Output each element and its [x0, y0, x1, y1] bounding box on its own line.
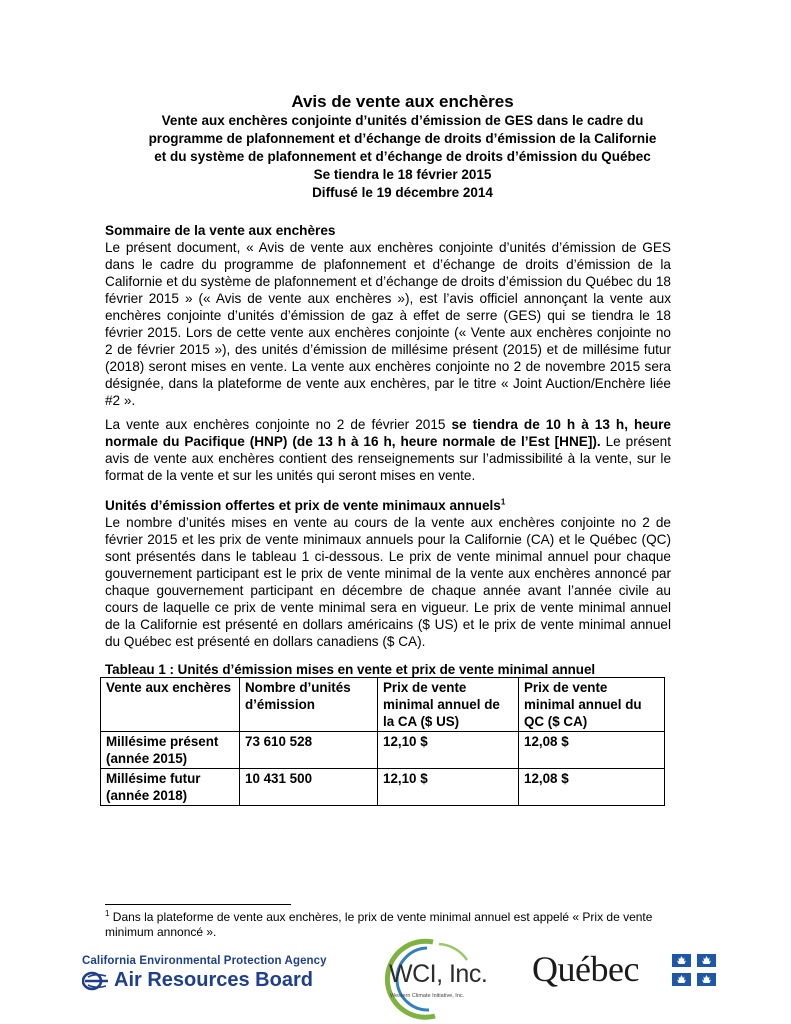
- table-cell: Millésime présent (année 2015): [101, 732, 240, 769]
- wci-subtitle-text: Western Climate Initiative, Inc.: [390, 993, 465, 999]
- wci-name-text: WCI, Inc.: [389, 960, 488, 988]
- quebec-wordmark: Québec: [532, 949, 639, 989]
- auction-date-line: Se tiendra le 18 février 2015: [313, 167, 492, 182]
- subtitle-line: et du système de plafonnement et d’échange de droits d’émission du Québec: [154, 149, 651, 164]
- carb-name-text: Air Resources Board: [114, 969, 313, 991]
- summary-heading: Sommaire de la vente aux enchères: [105, 223, 336, 238]
- schedule-rest: Le présent avis de vente aux enchères contient des renseignements sur l’admissibilité à la vente, sur le format de la vente et sur les unités qui seront mises en vente.: [105, 434, 671, 483]
- footnote-ref: 1: [500, 497, 506, 507]
- carb-swoosh-icon: [82, 971, 110, 991]
- footnote-text: Dans la plateforme de vente aux enchères, le prix de vente minimal annuel est appelé « Prix de vente minimum annoncé ».: [105, 910, 653, 939]
- units-heading: [105, 497, 671, 514]
- table-header-cell: Nombre d’unités d’émission: [240, 678, 378, 732]
- schedule-intro: La vente aux enchères conjointe no 2 de février 2015: [105, 417, 452, 432]
- subtitle-line: programme de plafonnement et d’échange de droits d’émission de la Californie: [148, 131, 657, 146]
- document-title: Avis de vente aux enchères: [291, 92, 514, 111]
- title-block: [100, 92, 705, 202]
- schedule-bold: se tiendra de 10 h à 13 h, heure normale du Pacifique (HNP) (de 13 h à 16 h, heure normale de l’Est [HNE]).: [105, 417, 671, 449]
- carb-agency-text: California Environmental Protection Agency: [82, 955, 327, 967]
- table-cell: 12,08 $: [519, 769, 665, 806]
- table-header-cell: Prix de vente minimal annuel de la CA ($ US): [378, 678, 519, 732]
- auction-table: [100, 677, 665, 806]
- table-cell: Millésime futur (année 2018): [101, 769, 240, 806]
- table-cell: 10 431 500: [240, 769, 378, 806]
- units-paragraph: Le nombre d’unités mises en vente au cours de la vente aux enchères conjointe no 2 de février 2015 et les prix de vente minimaux annuels pour la Californie (CA) et le Québec (QC) sont présentés dans le tableau 1 ci-dessous. Le prix de vente minimal annuel pour chaque gouvernement participant est le prix de vente minimal de la vente aux enchères annoncé par chaque gouvernement participant en décembre de chaque année avant l’année civile au cours de laquelle ce prix de vente minimal sera en vigueur. Le prix de vente minimal annuel de la Californie est présenté en dollars américains ($ US) et le prix de vente minimal annuel du Québec est présenté en dollars canadiens ($ CA).: [105, 515, 671, 649]
- footnote-mark: 1: [105, 909, 110, 918]
- table-cell: 73 610 528: [240, 732, 378, 769]
- table-header-cell: Vente aux enchères: [101, 678, 240, 732]
- quebec-logo: [532, 948, 722, 992]
- table-caption: Tableau 1 : Unités d’émission mises en vente et prix de vente minimal annuel: [105, 662, 596, 677]
- schedule-section: [105, 416, 671, 484]
- carb-logo: [82, 955, 332, 995]
- release-date-line: Diffusé le 19 décembre 2014: [312, 185, 493, 200]
- footnote: [105, 910, 695, 940]
- schedule-paragraph: [105, 416, 671, 484]
- summary-section: [105, 222, 671, 409]
- footnote-divider: [105, 904, 291, 905]
- units-section: [105, 497, 671, 650]
- table-cell: 12,10 $: [378, 732, 519, 769]
- table-row: [101, 732, 665, 769]
- subtitle-line: Vente aux enchères conjointe d’unités d’émission de GES dans le cadre du: [161, 113, 644, 128]
- units-heading-text: Unités d’émission offertes et prix de vente minimaux annuels: [105, 498, 501, 513]
- table-cell: 12,10 $: [378, 769, 519, 806]
- quebec-flag-icon: [672, 954, 716, 986]
- wci-logo: [363, 938, 493, 1020]
- summary-paragraph: Le présent document, « Avis de vente aux enchères conjointe d’unités d’émission de GES dans le cadre du programme de plafonnement et d’échange de droits d’émission de la Californie et du système de plafonnement et d’échange de droits d’émission du Québec du 18 février 2015 » (« Avis de vente aux enchères »), est l’avis officiel annonçant la vente aux enchères conjointe d’unités d’émission de gaz à effet de serre (GES) qui se tiendra le 18 février 2015. Lors de cette vente aux enchères conjointe (« Vente aux enchères conjointe no 2 de février 2015 »), des unités d’émission de millésime présent (2015) et de millésime futur (2018) seront mises en vente. La vente aux enchères conjointe no 2 de novembre 2015 sera désignée, dans la plateforme de vente aux enchères, par le titre « Joint Auction/Enchère liée #2 ».: [105, 240, 671, 408]
- table-header-row: [101, 678, 665, 732]
- table-header-cell: Prix de vente minimal annuel du QC ($ CA): [519, 678, 665, 732]
- table-row: [101, 769, 665, 806]
- table-cell: 12,08 $: [519, 732, 665, 769]
